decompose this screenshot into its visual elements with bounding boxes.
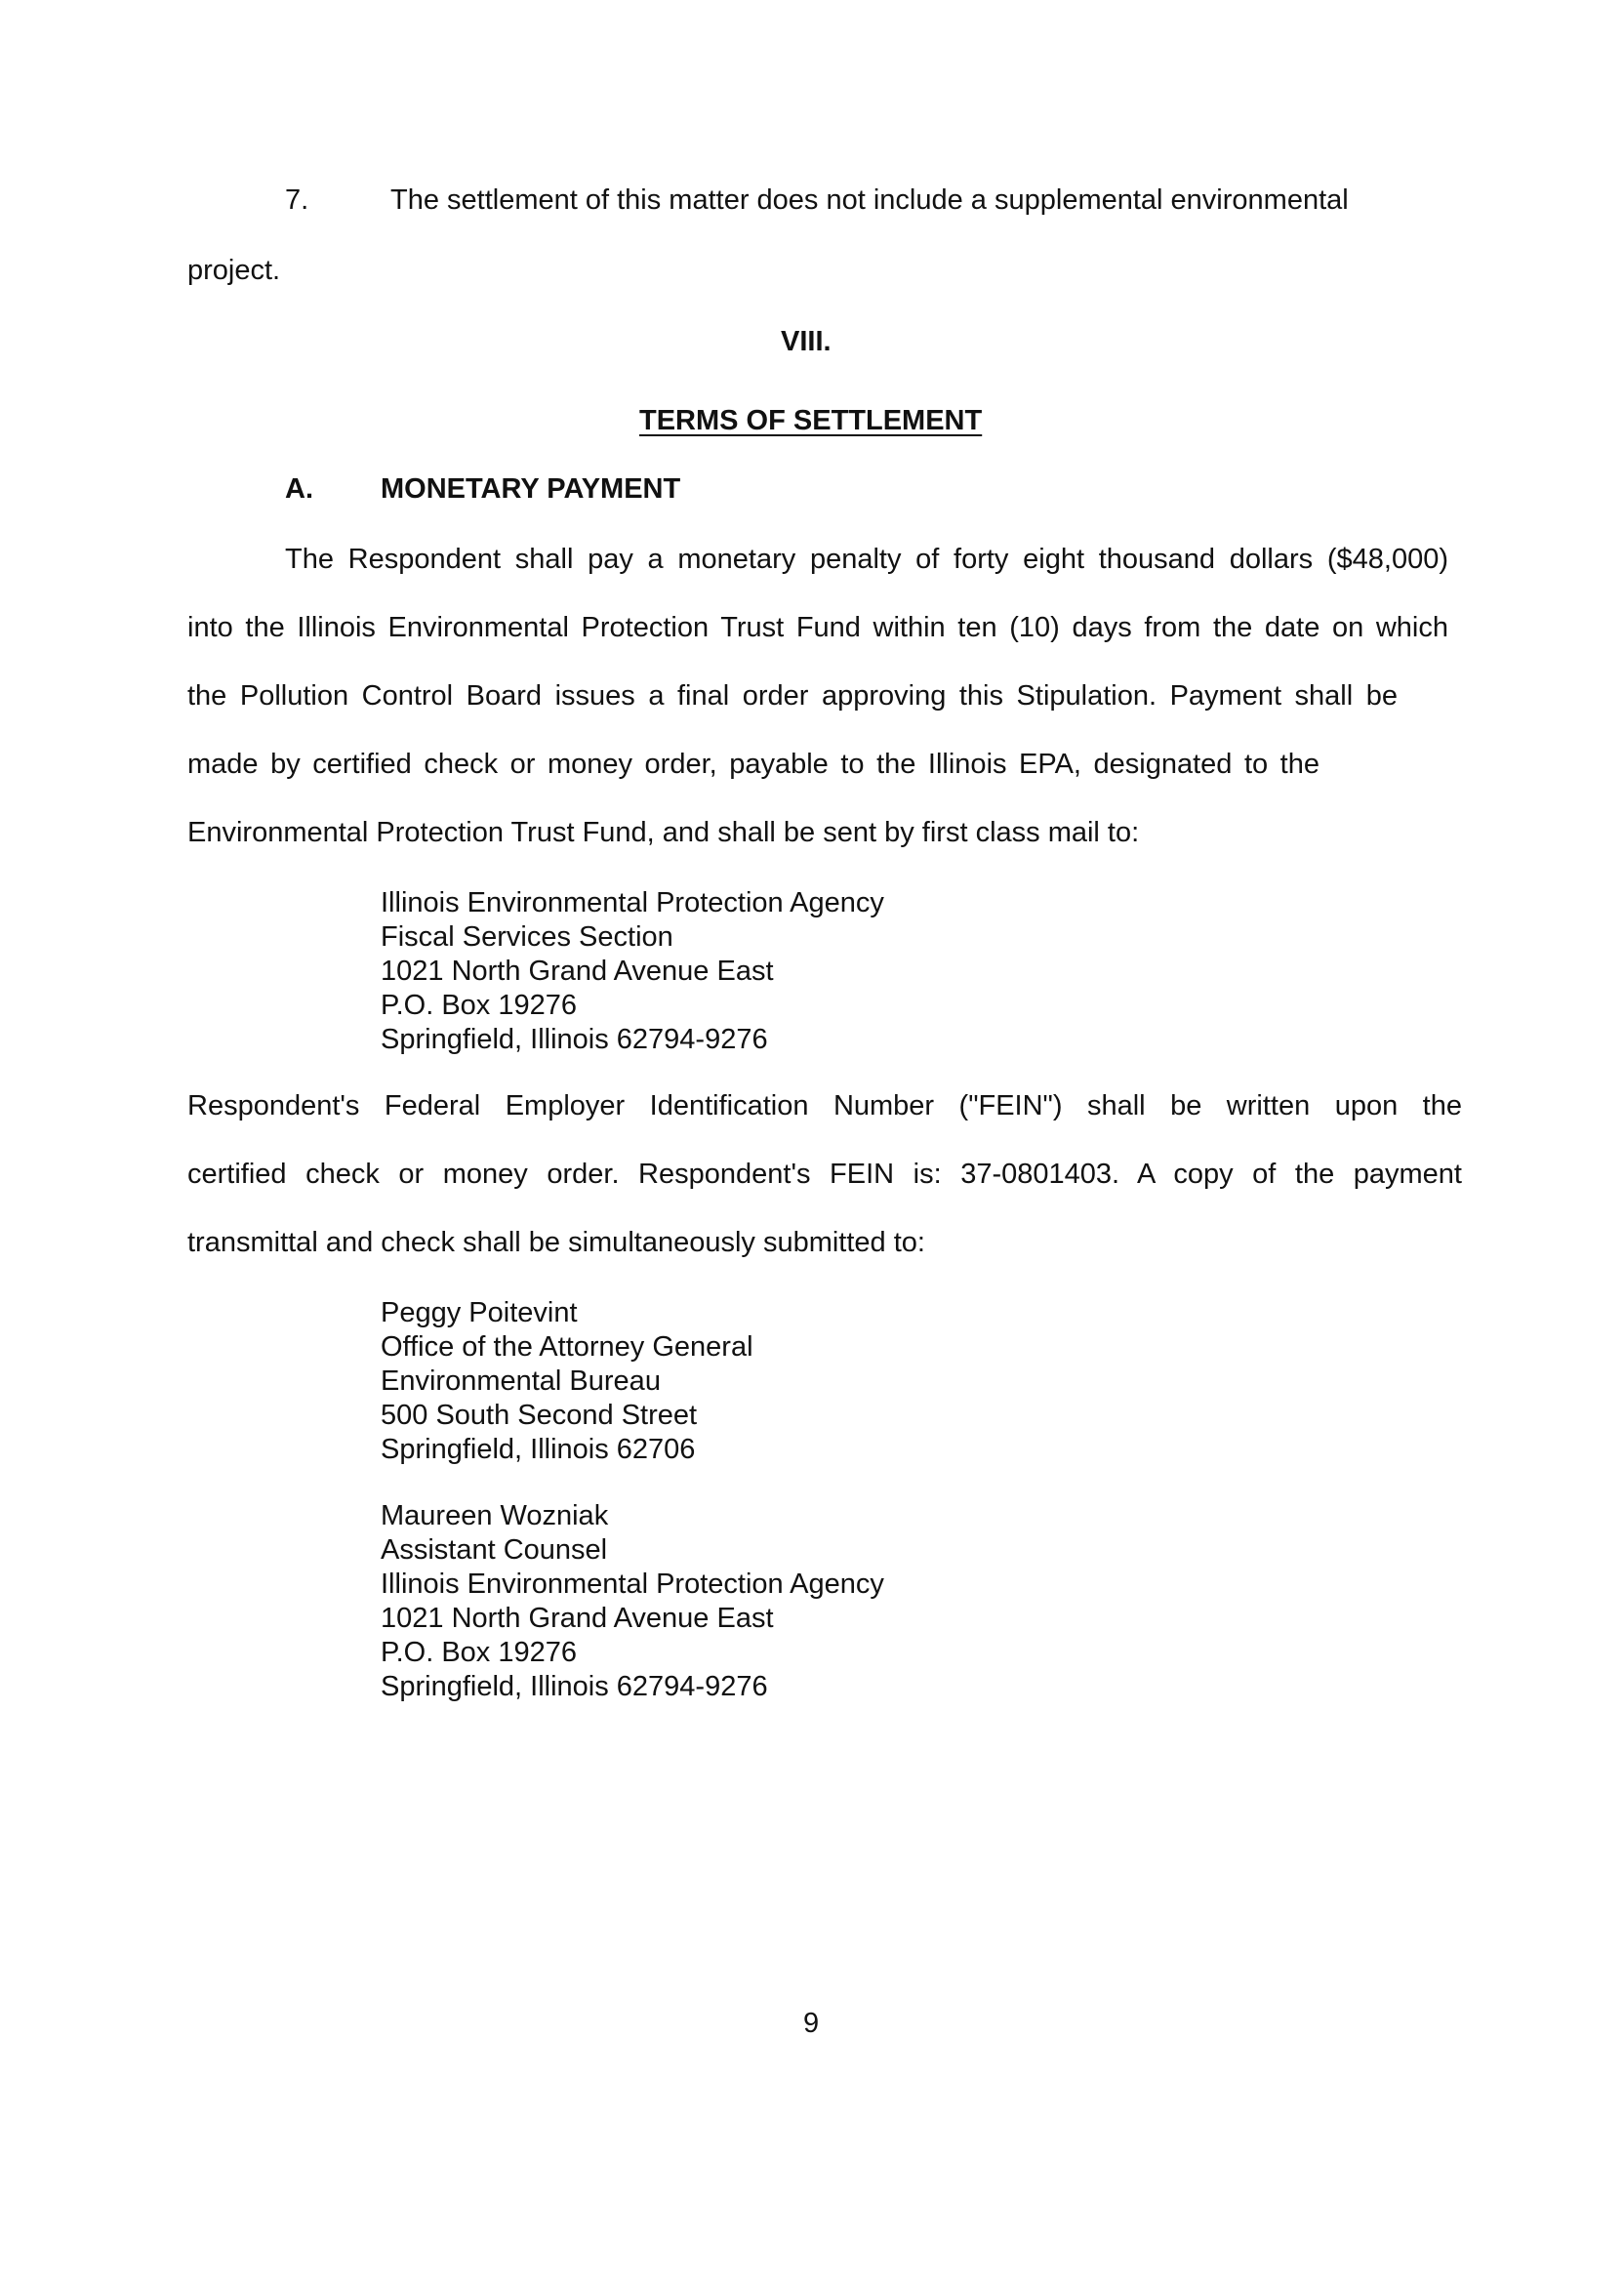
address-line: P.O. Box 19276 <box>381 990 578 1021</box>
fein-paragraph-line: transmittal and check shall be simultaneously submitted to: <box>187 1227 925 1258</box>
payment-paragraph-line: the Pollution Control Board issues a final order approving this Stipulation. Payment shall be <box>187 680 1398 712</box>
fein-paragraph-line: certified check or money order. Respondent's FEIN is: 37-0801403. A copy of the payment <box>187 1159 1462 1190</box>
address-line: Illinois Environmental Protection Agency <box>381 1569 884 1600</box>
address-line: Environmental Bureau <box>381 1365 661 1397</box>
address-line: Springfield, Illinois 62794-9276 <box>381 1671 768 1702</box>
section-title: TERMS OF SETTLEMENT <box>639 405 983 436</box>
address-line: Springfield, Illinois 62794-9276 <box>381 1024 768 1055</box>
address-line: Assistant Counsel <box>381 1534 608 1566</box>
attorney-general-address-block <box>381 1296 753 1467</box>
address-line: Maureen Wozniak <box>381 1500 609 1531</box>
payment-paragraph-line: The Respondent shall pay a monetary penalty of forty eight thousand dollars ($48,000) <box>285 544 1448 575</box>
address-line: 1021 North Grand Avenue East <box>381 1603 774 1634</box>
section-7-text-line-2: project. <box>187 255 281 286</box>
page-number: 9 <box>803 2008 820 2039</box>
payment-paragraph-line: into the Illinois Environmental Protection Trust Fund within ten (10) days from the date on which <box>187 612 1448 643</box>
subsection-letter: A. <box>285 473 313 505</box>
fein-paragraph-line: Respondent's Federal Employer Identification Number ("FEIN") shall be written upon the <box>187 1090 1462 1121</box>
address-line: Peggy Poitevint <box>381 1297 578 1328</box>
address-line: Illinois Environmental Protection Agency <box>381 887 884 918</box>
address-line: Fiscal Services Section <box>381 921 673 953</box>
section-7-text-line-1: The settlement of this matter does not include a supplemental environmental <box>390 184 1349 216</box>
payment-paragraph-line: made by certified check or money order, payable to the Illinois EPA, designated to the <box>187 749 1320 780</box>
address-line: P.O. Box 19276 <box>381 1637 578 1668</box>
address-line: 500 South Second Street <box>381 1400 698 1431</box>
paragraph-number: 7. <box>285 184 309 216</box>
subsection-title: MONETARY PAYMENT <box>381 473 681 505</box>
address-line: 1021 North Grand Avenue East <box>381 956 774 987</box>
payment-paragraph-line: Environmental Protection Trust Fund, and shall be sent by first class mail to: <box>187 817 1140 848</box>
address-line: Springfield, Illinois 62706 <box>381 1434 696 1465</box>
section-numeral: VIII. <box>781 326 832 357</box>
address-line: Office of the Attorney General <box>381 1331 753 1363</box>
assistant-counsel-address-block <box>381 1499 884 1704</box>
agency-address-block <box>381 886 884 1057</box>
